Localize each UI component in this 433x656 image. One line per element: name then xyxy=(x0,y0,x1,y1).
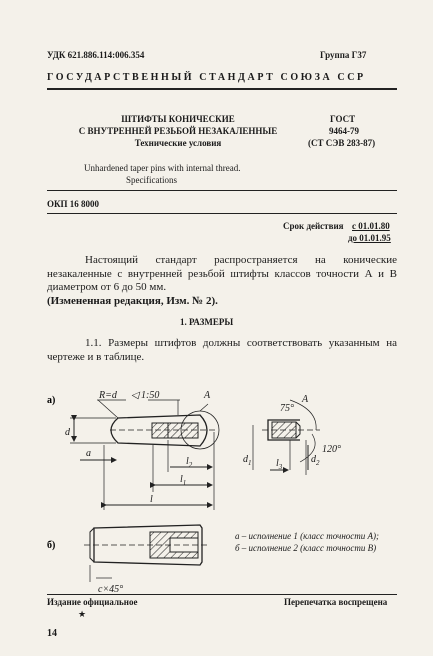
section-heading: 1. РАЗМЕРЫ xyxy=(180,317,234,327)
angle-75: 75° xyxy=(280,403,294,414)
official-edition: Издание официальное xyxy=(47,597,138,607)
title-line-2: С ВНУТРЕННЕЙ РЕЗЬБОЙ НЕЗАКАЛЕННЫЕ xyxy=(78,126,278,136)
fig-a-label: а) xyxy=(47,395,56,406)
okp-code: ОКП 16 8000 xyxy=(47,199,100,209)
gost-label: ГОСТ xyxy=(330,114,356,124)
udc-code: УДК 621.886.114:006.354 xyxy=(47,50,145,60)
footer-rule xyxy=(47,594,397,595)
chamfer-label: c×45° xyxy=(98,584,124,595)
pin-drawing-b xyxy=(84,525,210,582)
radius-label: R=d xyxy=(99,390,117,401)
dim-l3: $l_3$ xyxy=(276,458,283,471)
reprint-notice: Перепечатка воспрещена xyxy=(284,597,388,607)
dim-d2: $d_2$ xyxy=(311,454,320,467)
legend-b: б – исполнение 2 (класс точности В) xyxy=(235,543,377,553)
gost-number: 9464-79 xyxy=(329,126,359,136)
pin-drawing-a xyxy=(70,400,219,510)
validity-label: Срок действия xyxy=(283,221,344,231)
title-line-1: ШТИФТЫ КОНИЧЕСКИЕ xyxy=(121,114,235,124)
title-english-2: Specifications xyxy=(126,175,177,185)
intro-revision: (Измененная редакция, Изм. № 2). xyxy=(47,294,218,307)
dim-a: a xyxy=(86,448,91,459)
legend-a: а – исполнение 1 (класс точности А); xyxy=(235,531,380,541)
page-number: 14 xyxy=(47,628,57,639)
title-line-3: Технические условия xyxy=(134,138,222,148)
section-text: 1.1. Размеры штифтов должны соответствовать указанным на чертеже и в таблице. xyxy=(47,337,397,363)
dim-l: l xyxy=(150,494,153,505)
title-english-1: Unhardened taper pins with internal thread. xyxy=(84,163,241,173)
taper-symbol: ◁ xyxy=(131,390,139,401)
dim-l1: $l_1$ xyxy=(180,474,187,487)
validity-from: с 01.01.80 xyxy=(352,221,390,231)
sev-number: (СТ СЭВ 283-87) xyxy=(308,138,376,148)
taper-ratio: 1:50 xyxy=(141,390,160,401)
star-mark: ★ xyxy=(78,609,87,619)
detail-a-title: A xyxy=(302,394,309,405)
state-standard-title: ГОСУДАРСТВЕННЫЙ СТАНДАРТ СОЮЗА ССР xyxy=(47,72,366,83)
intro-text: Настоящий стандарт распространяется на конические незакаленные с внутренней резьбой штифты классов точности А и В диаметром от 6 до 50 мм. xyxy=(47,254,397,293)
dim-d1: $d_1$ xyxy=(243,454,252,467)
group-code: Группа Г37 xyxy=(320,50,367,60)
dim-l2: $l_2$ xyxy=(186,456,193,469)
dim-d: d xyxy=(65,427,70,438)
detail-a-mark: A xyxy=(204,390,211,401)
angle-120: 120° xyxy=(322,444,341,455)
fig-b-label: б) xyxy=(47,540,56,551)
validity-to: до 01.01.95 xyxy=(348,233,391,243)
